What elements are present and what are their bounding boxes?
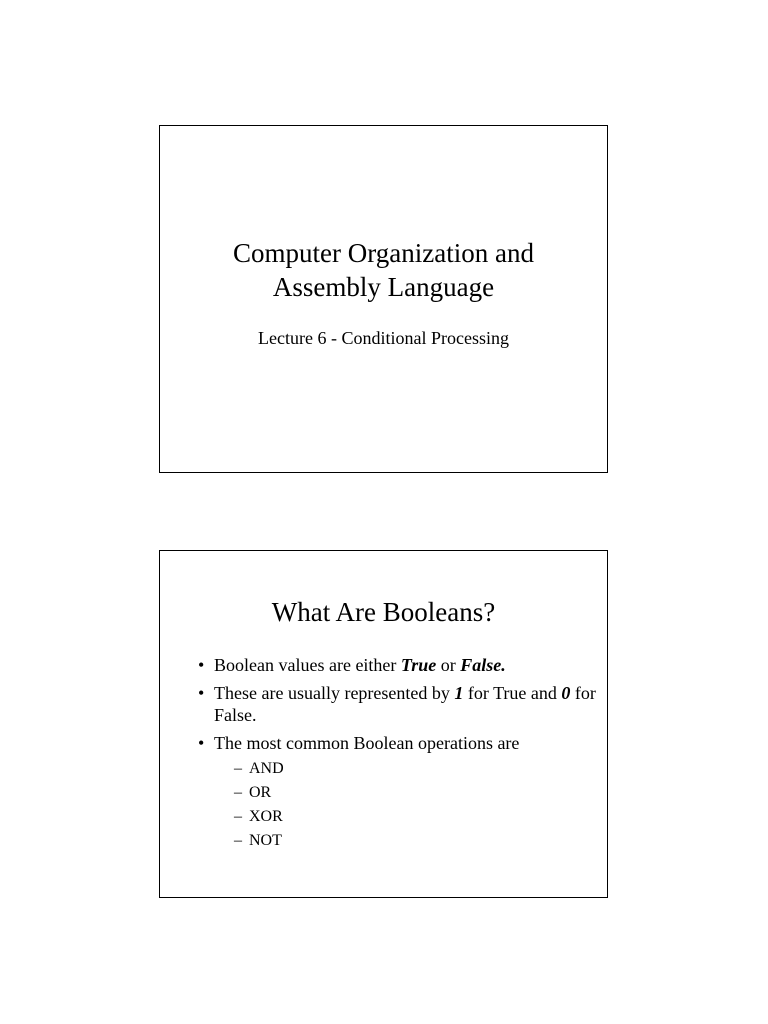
sub-item-text: NOT bbox=[249, 832, 282, 849]
slide-1 bbox=[159, 125, 608, 473]
bullet-text: for False. bbox=[214, 683, 596, 725]
emphasis-one: 1 bbox=[454, 683, 464, 703]
sub-marker: – bbox=[234, 760, 242, 777]
slide-title bbox=[160, 236, 607, 304]
bullet-text: The most common Boolean operations are bbox=[214, 733, 520, 753]
bullet-marker: • bbox=[198, 683, 205, 703]
bullet-item-operations bbox=[198, 732, 598, 853]
emphasis-zero: 0 bbox=[561, 683, 571, 703]
title-line-1: Computer Organization and bbox=[233, 238, 534, 268]
slide-2 bbox=[159, 550, 608, 898]
emphasis-true: True bbox=[400, 655, 437, 675]
sub-marker: – bbox=[234, 832, 242, 849]
sub-marker: – bbox=[234, 808, 242, 825]
sub-item-not bbox=[214, 829, 598, 853]
sub-item-text: XOR bbox=[249, 808, 283, 825]
bullet-item-boolean-values bbox=[198, 654, 598, 676]
slide-title: What Are Booleans? bbox=[271, 597, 496, 627]
bullet-text: These are usually represented by bbox=[214, 683, 455, 703]
sub-marker: – bbox=[234, 784, 242, 801]
slide-subtitle: Lecture 6 - Conditional Processing bbox=[258, 328, 509, 348]
operations-sublist bbox=[214, 757, 598, 853]
bullet-list bbox=[198, 654, 598, 859]
sub-item-or bbox=[214, 781, 598, 805]
sub-item-and bbox=[214, 757, 598, 781]
bullet-text: or bbox=[436, 655, 461, 675]
emphasis-false: False. bbox=[460, 655, 506, 675]
bullet-marker: • bbox=[198, 655, 205, 675]
sub-item-text: OR bbox=[249, 784, 272, 801]
sub-item-text: AND bbox=[249, 760, 284, 777]
bullet-text: Boolean values are either bbox=[214, 655, 401, 675]
bullet-item-representation bbox=[198, 682, 598, 726]
bullet-text: for True and bbox=[463, 683, 562, 703]
bullet-marker: • bbox=[198, 733, 205, 753]
sub-item-xor bbox=[214, 805, 598, 829]
title-line-2: Assembly Language bbox=[272, 272, 495, 302]
